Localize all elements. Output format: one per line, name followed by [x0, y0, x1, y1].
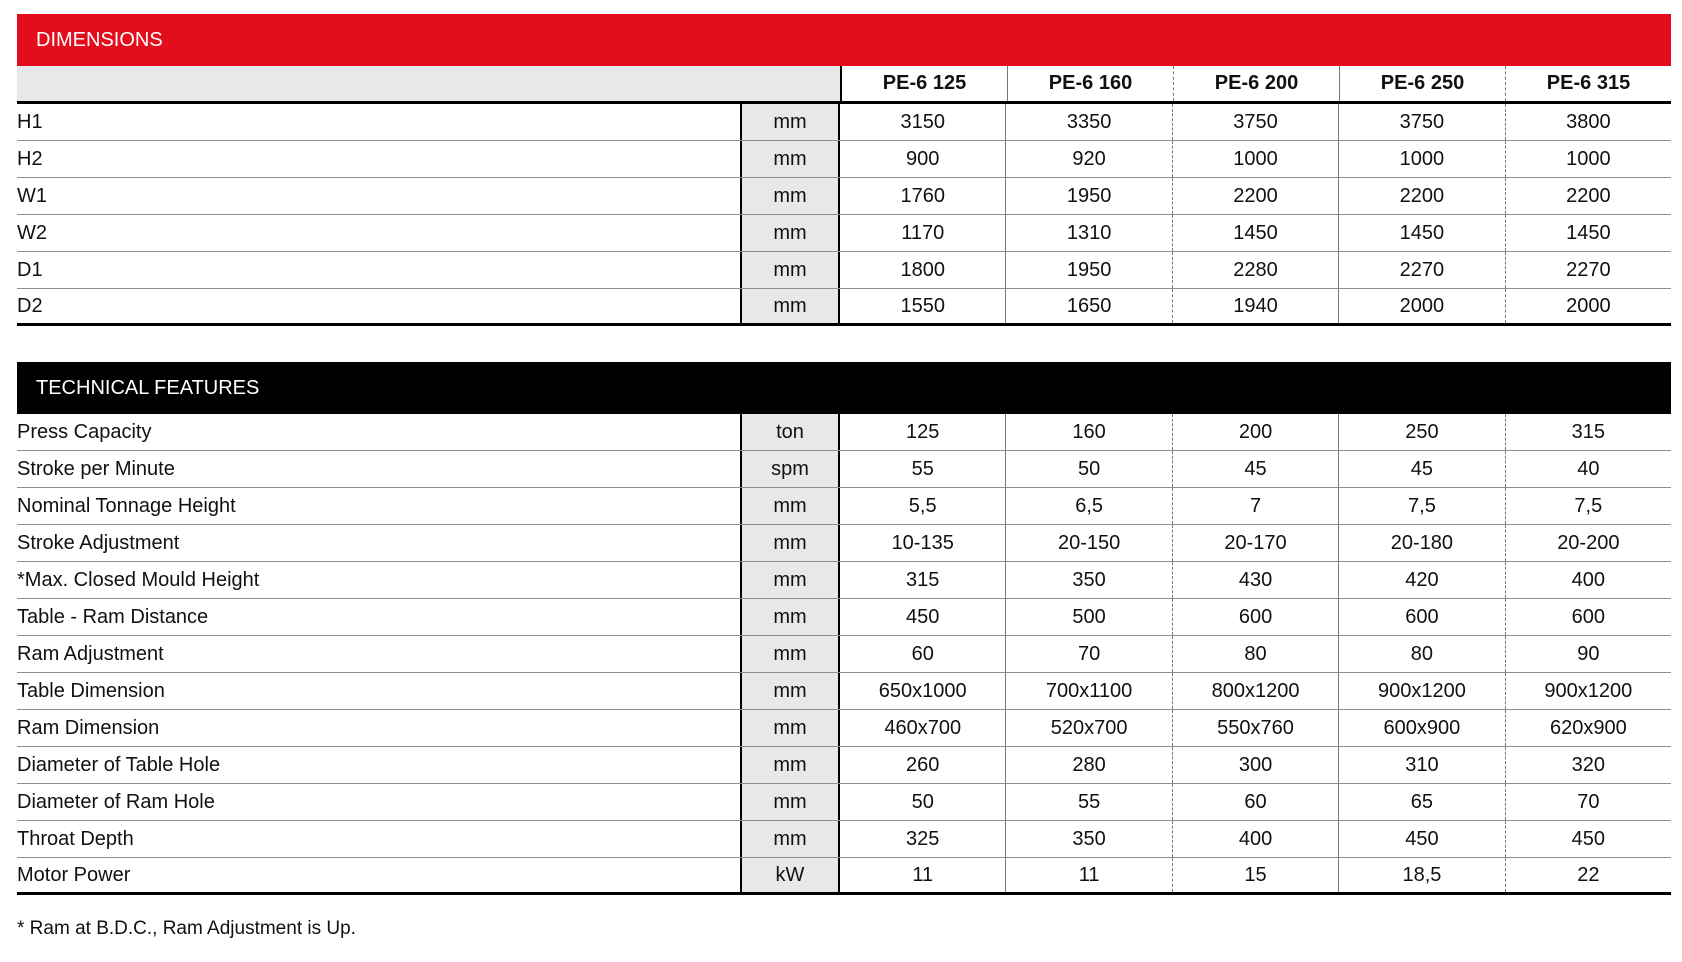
value-cell: 70 [1005, 636, 1171, 672]
value-cell: 310 [1338, 747, 1504, 783]
row-unit: mm [740, 562, 840, 598]
value-cell: 900 [906, 147, 940, 170]
value-cell: 500 [1005, 599, 1171, 635]
value-cell: 7,5 [1338, 488, 1504, 524]
value-cell: 6,5 [1005, 488, 1171, 524]
value-cell: 3750 [1338, 104, 1504, 140]
row-unit: mm [740, 525, 840, 561]
value-cell: 80 [1338, 636, 1504, 672]
row-unit: mm [740, 178, 840, 214]
value-cell: 1550 [900, 294, 945, 317]
value-cell: 460x700 [884, 716, 962, 739]
value-cell: 400 [1172, 821, 1338, 857]
row-label: Nominal Tonnage Height [17, 494, 236, 517]
value-cell: 2270 [1338, 252, 1504, 288]
row-label: *Max. Closed Mould Height [17, 568, 260, 591]
technical-features-table [17, 362, 1671, 895]
row-unit: ton [740, 414, 840, 450]
model-header: PE-6 250 [1339, 66, 1505, 101]
value-cell: 320 [1505, 747, 1671, 783]
row-label: W2 [17, 221, 47, 244]
value-cell: 1450 [1172, 215, 1338, 251]
value-cell: 2000 [1505, 289, 1671, 323]
value-cell: 1170 [901, 221, 945, 244]
row-label: Stroke Adjustment [17, 531, 180, 554]
value-cell: 45 [1172, 451, 1338, 487]
value-cell: 1760 [900, 184, 945, 207]
value-cell: 600x900 [1338, 710, 1504, 746]
value-cell: 315 [1505, 414, 1671, 450]
value-cell: 70 [1505, 784, 1671, 820]
value-cell: 2000 [1338, 289, 1504, 323]
value-cell: 1950 [1005, 178, 1171, 214]
row-label: H2 [17, 147, 43, 170]
row-unit: mm [740, 141, 840, 177]
value-cell: 920 [1005, 141, 1171, 177]
value-cell: 2280 [1172, 252, 1338, 288]
value-cell: 1000 [1338, 141, 1504, 177]
value-cell: 50 [911, 790, 934, 813]
value-cell: 60 [1172, 784, 1338, 820]
row-label: W1 [17, 184, 47, 207]
table-row [17, 451, 1671, 488]
row-label: D2 [17, 294, 43, 317]
row-unit: mm [740, 821, 840, 857]
value-cell: 15 [1172, 858, 1338, 892]
value-cell: 900x1200 [1338, 673, 1504, 709]
value-cell: 1950 [1005, 252, 1171, 288]
value-cell: 350 [1005, 821, 1171, 857]
value-cell: 45 [1338, 451, 1504, 487]
model-header: PE-6 125 [840, 66, 1007, 101]
dimensions-title: DIMENSIONS [36, 28, 163, 51]
value-cell: 1940 [1172, 289, 1338, 323]
row-label: Diameter of Ram Hole [17, 790, 215, 813]
header-spacer [17, 66, 840, 101]
value-cell: 125 [906, 420, 940, 443]
value-cell: 20-200 [1505, 525, 1671, 561]
value-cell: 1000 [1505, 141, 1671, 177]
table-row [17, 673, 1671, 710]
row-unit: mm [740, 488, 840, 524]
value-cell: 450 [1505, 821, 1671, 857]
table-row [17, 289, 1671, 326]
model-header: PE-6 160 [1007, 66, 1173, 101]
table-row [17, 821, 1671, 858]
value-cell: 650x1000 [878, 679, 967, 702]
row-unit: mm [740, 636, 840, 672]
value-cell: 40 [1505, 451, 1671, 487]
technical-header-band [17, 362, 1671, 414]
row-unit: kW [740, 858, 840, 892]
table-row [17, 104, 1671, 141]
value-cell: 65 [1338, 784, 1504, 820]
dimensions-header-band [17, 14, 1671, 66]
value-cell: 1800 [900, 258, 945, 281]
row-unit: mm [740, 252, 840, 288]
value-cell: 420 [1338, 562, 1504, 598]
model-header: PE-6 200 [1173, 66, 1339, 101]
value-cell: 7 [1172, 488, 1338, 524]
value-cell: 1310 [1005, 215, 1171, 251]
row-label: Press Capacity [17, 420, 152, 443]
value-cell: 20-170 [1172, 525, 1338, 561]
row-unit: mm [740, 710, 840, 746]
row-unit: spm [740, 451, 840, 487]
table-row [17, 141, 1671, 178]
value-cell: 50 [1005, 451, 1171, 487]
value-cell: 700x1100 [1005, 673, 1171, 709]
value-cell: 1000 [1172, 141, 1338, 177]
value-cell: 260 [906, 753, 940, 776]
table-row [17, 858, 1671, 895]
row-unit: mm [740, 673, 840, 709]
value-cell: 400 [1505, 562, 1671, 598]
value-cell: 22 [1505, 858, 1671, 892]
value-cell: 2270 [1505, 252, 1671, 288]
row-unit: mm [740, 289, 840, 323]
value-cell: 550x760 [1172, 710, 1338, 746]
row-label: Throat Depth [17, 827, 134, 850]
value-cell: 1650 [1005, 289, 1171, 323]
row-label: Ram Adjustment [17, 642, 164, 665]
table-row [17, 525, 1671, 562]
value-cell: 60 [911, 642, 934, 665]
table-row [17, 414, 1671, 451]
footnote: * Ram at B.D.C., Ram Adjustment is Up. [17, 918, 356, 939]
row-label: Stroke per Minute [17, 457, 175, 480]
value-cell: 600 [1338, 599, 1504, 635]
value-cell: 160 [1005, 414, 1171, 450]
table-row [17, 784, 1671, 821]
table-row [17, 215, 1671, 252]
value-cell: 250 [1338, 414, 1504, 450]
value-cell: 620x900 [1505, 710, 1671, 746]
technical-rows [17, 414, 1671, 895]
row-unit: mm [740, 215, 840, 251]
value-cell: 900x1200 [1505, 673, 1671, 709]
row-unit: mm [740, 104, 840, 140]
value-cell: 600 [1505, 599, 1671, 635]
model-header: PE-6 315 [1505, 66, 1671, 101]
table-row [17, 747, 1671, 784]
value-cell: 2200 [1505, 178, 1671, 214]
value-cell: 200 [1172, 414, 1338, 450]
dimensions-rows [17, 104, 1671, 326]
value-cell: 7,5 [1505, 488, 1671, 524]
value-cell: 55 [1005, 784, 1171, 820]
table-row [17, 710, 1671, 747]
value-cell: 450 [1338, 821, 1504, 857]
value-cell: 20-150 [1005, 525, 1171, 561]
value-cell: 1450 [1338, 215, 1504, 251]
value-cell: 5,5 [908, 494, 937, 517]
value-cell: 300 [1172, 747, 1338, 783]
value-cell: 18,5 [1338, 858, 1504, 892]
value-cell: 3750 [1172, 104, 1338, 140]
value-cell: 2200 [1172, 178, 1338, 214]
value-cell: 350 [1005, 562, 1171, 598]
table-row [17, 562, 1671, 599]
value-cell: 90 [1505, 636, 1671, 672]
value-cell: 11 [1005, 858, 1171, 892]
value-cell: 11 [912, 863, 934, 886]
row-unit: mm [740, 599, 840, 635]
table-row [17, 599, 1671, 636]
value-cell: 450 [906, 605, 940, 628]
row-label: Diameter of Table Hole [17, 753, 221, 776]
row-label: D1 [17, 258, 43, 281]
value-cell: 55 [911, 457, 934, 480]
row-unit: mm [740, 784, 840, 820]
value-cell: 315 [906, 568, 940, 591]
row-unit: mm [740, 747, 840, 783]
value-cell: 3350 [1005, 104, 1171, 140]
value-cell: 3150 [900, 110, 945, 133]
row-label: Motor Power [17, 863, 131, 886]
value-cell: 430 [1172, 562, 1338, 598]
table-row [17, 178, 1671, 215]
value-cell: 3800 [1505, 104, 1671, 140]
row-label: Table - Ram Distance [17, 605, 209, 628]
value-cell: 325 [906, 827, 940, 850]
dimensions-table [17, 14, 1671, 326]
value-cell: 2200 [1338, 178, 1504, 214]
table-row [17, 252, 1671, 289]
value-cell: 20-180 [1338, 525, 1504, 561]
table-row [17, 488, 1671, 525]
table-row [17, 636, 1671, 673]
value-cell: 10-135 [891, 531, 954, 554]
value-cell: 600 [1172, 599, 1338, 635]
row-label: Table Dimension [17, 679, 165, 702]
technical-title: TECHNICAL FEATURES [36, 376, 260, 399]
model-header-row [17, 66, 1671, 104]
row-label: Ram Dimension [17, 716, 160, 739]
value-cell: 520x700 [1005, 710, 1171, 746]
row-label: H1 [17, 110, 43, 133]
value-cell: 1450 [1505, 215, 1671, 251]
value-cell: 800x1200 [1172, 673, 1338, 709]
value-cell: 80 [1172, 636, 1338, 672]
value-cell: 280 [1005, 747, 1171, 783]
